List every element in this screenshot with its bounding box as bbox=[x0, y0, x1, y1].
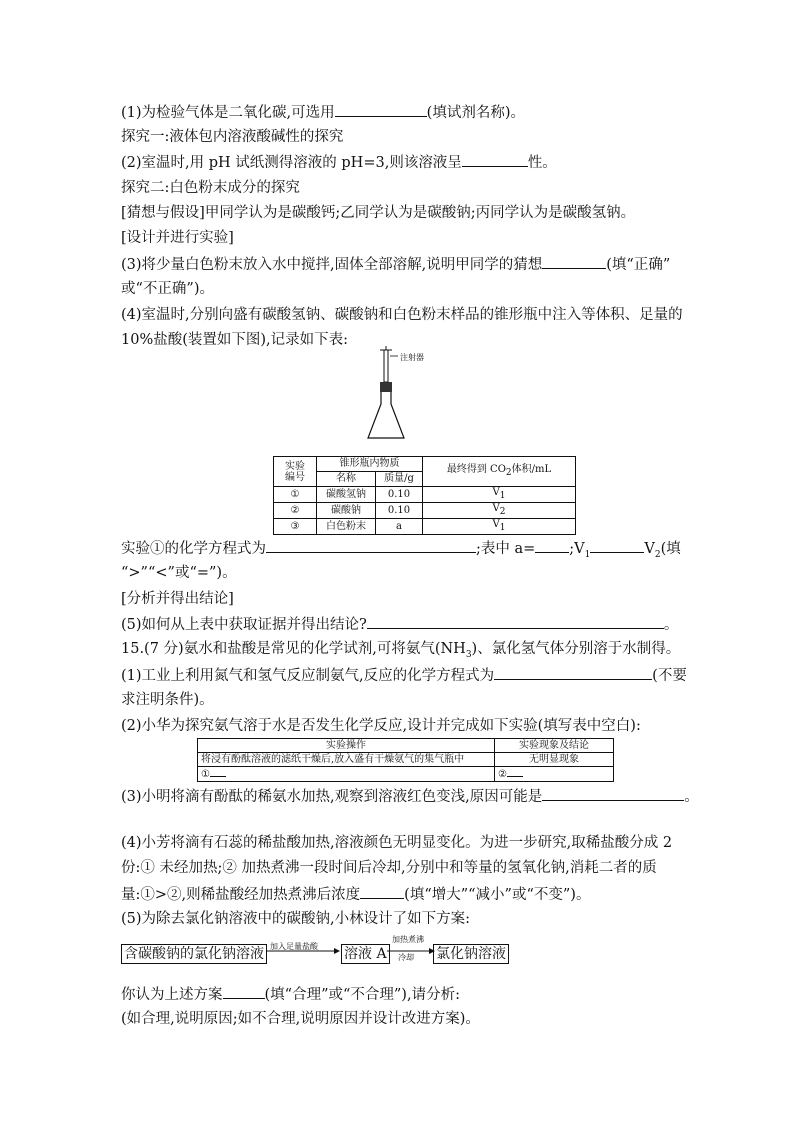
problem-15-1: (1)工业上利用氮气和氢气反应制氨气,反应的化学方程式为 (不要 bbox=[121, 665, 687, 686]
answer-blank bbox=[462, 152, 528, 167]
table-header-row bbox=[274, 457, 576, 472]
question-3-cont: 或“不正确”)。 bbox=[121, 281, 214, 297]
design-heading: [设计并进行实验] bbox=[121, 230, 234, 246]
answer-blank bbox=[535, 538, 569, 553]
answer-blank bbox=[367, 614, 664, 629]
answer-blank bbox=[542, 254, 606, 269]
header-cell: 名称 bbox=[317, 472, 376, 487]
table-row: ② 碳酸钠 0.10 $V_2$ bbox=[274, 503, 576, 519]
problem-15-1-cont: 求注明条件)。 bbox=[121, 692, 214, 708]
question-5: (5)如何从上表中获取证据并得出结论? 。 bbox=[121, 614, 678, 635]
flow-step2-top: 加热煮沸 bbox=[392, 935, 424, 944]
flow-step2-bottom: 冷却 bbox=[398, 953, 414, 962]
answer-blank bbox=[266, 538, 476, 553]
answer-blank bbox=[210, 767, 226, 777]
ammonia-experiment-table bbox=[197, 738, 614, 782]
answer-blank bbox=[590, 538, 644, 553]
flow-arrow bbox=[266, 946, 340, 956]
table-row: ③ 白色粉末 a $V_1$ bbox=[274, 519, 576, 535]
hypothesis-line: [猜想与假设]甲同学认为是碳酸钙;乙同学认为是碳酸钠;丙同学认为是碳酸氢钠。 bbox=[121, 205, 636, 221]
problem-15-5: (5)为除去氯化钠溶液中的碳酸钠,小林设计了如下方案: bbox=[121, 911, 471, 927]
flow-start-box: 含碳酸钠的氯化钠溶液 bbox=[121, 944, 267, 964]
experiment-table bbox=[273, 456, 576, 535]
problem-15-5-note: (如合理,说明原因;如不合理,说明原因并设计改进方案)。 bbox=[121, 1011, 480, 1027]
header-cell: 质量/g bbox=[376, 472, 423, 487]
section-heading: 探究一:液体包内溶液酸碱性的探究 bbox=[121, 129, 344, 145]
flow-end-box: 氯化钠溶液 bbox=[433, 944, 509, 964]
flow-step1-label: 加入足量盐酸 bbox=[270, 942, 318, 951]
problem-15-2: (2)小华为探究氨气溶于水是否发生化学反应,设计并完成如下实验(填写表中空白): bbox=[121, 718, 641, 734]
problem-15-4-cont: 份:① 未经加热;② 加热煮沸一段时间后冷却,分别中和等量的氢氧化钠,消耗二者的质 bbox=[121, 860, 657, 876]
question-3: (3)将少量白色粉末放入水中搅拌,固体全部溶解,说明甲同学的猜想 (填“正确” bbox=[121, 254, 670, 275]
stopper bbox=[380, 382, 392, 392]
syringe-barrel bbox=[384, 350, 388, 382]
question-2: (2)室温时,用 pH 试纸测得溶液的 pH=3,则该溶液呈 性。 bbox=[121, 152, 557, 173]
syringe-label: 注射器 bbox=[400, 353, 424, 362]
header-cell: 实验 编号 bbox=[274, 457, 317, 487]
flow-arrow bbox=[387, 946, 435, 956]
equation-question-cont: “>”“<”或“=”)。 bbox=[121, 565, 237, 581]
problem-15-4-cont: 量:①>②,则稀盐酸经加热煮沸后浓度 (填“增大”“减小”或“不变”)。 bbox=[121, 884, 590, 905]
answer-blank bbox=[335, 102, 427, 117]
table-row: ① 碳酸氢钠 0.10 $V_1$ bbox=[274, 487, 576, 503]
answer-blank bbox=[360, 884, 404, 899]
question-1: (1)为检验气体是二氧化碳,可选用 (填试剂名称)。 bbox=[121, 102, 525, 123]
table-header-row: 实验操作 实验现象及结论 bbox=[198, 739, 614, 753]
problem-15-3: (3)小明将滴有酚酞的稀氨水加热,观察到溶液红色变浅,原因可能是 。 bbox=[121, 786, 699, 807]
answer-blank bbox=[542, 786, 684, 801]
table-row: ① ② bbox=[198, 767, 614, 782]
question-4-cont: 10%盐酸(装置如下图),记录如下表: bbox=[121, 332, 349, 348]
flow-mid-box: 溶液 A bbox=[341, 944, 390, 964]
header-cell: 锥形瓶内物质 bbox=[317, 457, 423, 472]
answer-blank bbox=[223, 984, 265, 999]
problem-15-4: (4)小芳将滴有石蕊的稀盐酸加热,溶液颜色无明显变化。为进一步研究,取稀盐酸分成 2 bbox=[121, 835, 673, 851]
answer-blank bbox=[507, 767, 523, 777]
analysis-heading: [分析并得出结论] bbox=[121, 591, 234, 607]
header-cell: 最终得到 $CO_2$体积/mL bbox=[423, 457, 576, 487]
problem-15-5-question: 你认为上述方案 (填“合理”或“不合理”),请分析: bbox=[121, 984, 460, 1005]
section-heading: 探究二:白色粉末成分的探究 bbox=[121, 180, 300, 196]
answer-blank bbox=[494, 665, 652, 680]
equation-question: 实验①的化学方程式为 ;表中 $a= ;V_1$ $V_2$(填 bbox=[121, 538, 681, 565]
problem-15: 15.(7 分)氨水和盐酸是常见的化学试剂,可将氨气$(NH_3)$、氯化氢气体分别溶于水制得。 bbox=[121, 641, 681, 660]
table-row: 将浸有酚酞溶液的滤纸干燥后,放入盛有干燥氨气的集气瓶中 无明显现象 bbox=[198, 753, 614, 767]
question-4: (4)室温时,分别向盛有碳酸氢钠、碳酸钠和白色粉末样品的锥形瓶中注入等体积、足量的 bbox=[121, 307, 683, 323]
conical-flask bbox=[368, 392, 404, 438]
